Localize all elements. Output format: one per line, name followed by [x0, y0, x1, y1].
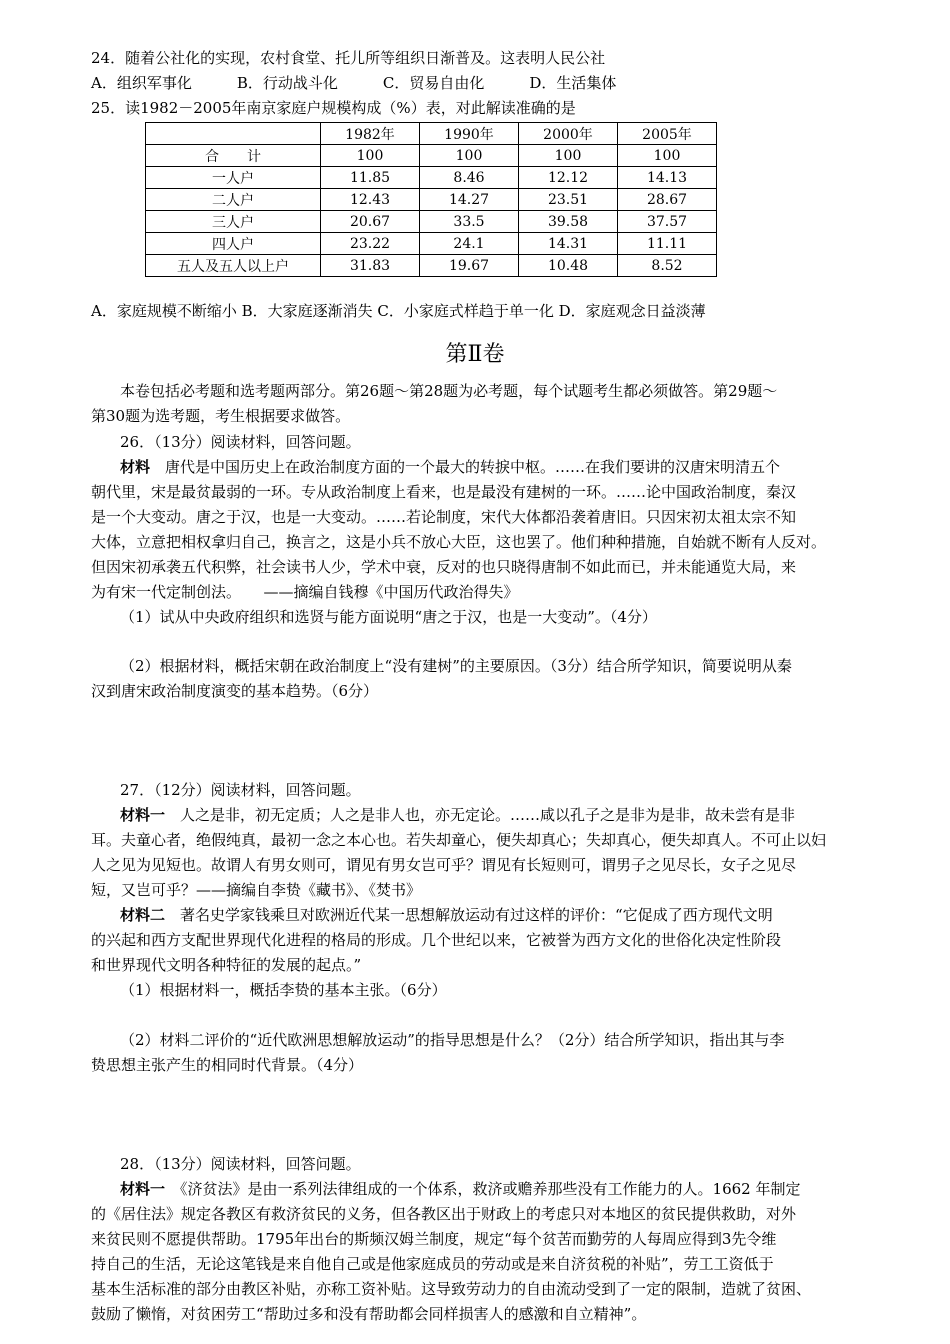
q24-options: A．组织军事化 B．行动战斗化 C．贸易自由化 D．生活集体 — [91, 74, 617, 92]
q27-subquestion-1: （1）根据材料一，概括李贽的基本主张。（6分） — [120, 981, 447, 999]
q27-material2-line — [120, 904, 773, 926]
table-cell: 二人户 — [146, 189, 321, 211]
table-cell: 合 计 — [146, 145, 321, 167]
table-cell: 14.13 — [618, 167, 717, 189]
material-text: 人之是非，初无定质；人之是非人也，亦无定论。……咸以孔子之是非为是非，故未尝有是非 — [165, 806, 796, 824]
q28-material1-line: 来贫民则不愿提供帮助。1795年出台的斯频汉姆兰制度，规定“每个贫苦而勤劳的人每周应得到3先令维 — [91, 1230, 777, 1248]
q25-stem: 25．读1982－2005年南京家庭户规模构成（%）表，对此解读准确的是 — [91, 99, 576, 117]
q24-stem: 24．随着公社化的实现，农村食堂、托儿所等组织日渐普及。这表明人民公社 — [91, 49, 606, 67]
table-cell: 28.67 — [618, 189, 717, 211]
q26-material-line: 但因宋初承袭五代积弊，社会读书人少，学术中衰，反对的也只晓得唐制不如此而已，并未能通览大局，来 — [91, 558, 797, 576]
table-row — [146, 167, 717, 189]
material-text: 《济贫法》是由一系列法律组成的一个体系，救济或赡养那些没有工作能力的人。1662 年制定 — [165, 1180, 801, 1198]
table-header-cell: 2005年 — [618, 123, 717, 145]
intro-line: 第30题为选考题，考生根据要求做答。 — [91, 407, 351, 425]
table-header-cell: 1990年 — [420, 123, 519, 145]
material-text: 著名史学家钱乘旦对欧洲近代某一思想解放运动有过这样的评价：“它促成了西方现代文明 — [165, 906, 773, 924]
q26-subquestion-1: （1）试从中央政府组织和选贤与能方面说明“唐之于汉，也是一大变动”。（4分） — [120, 608, 657, 626]
section-title: 第Ⅱ卷 — [445, 342, 505, 367]
table-cell: 8.52 — [618, 255, 717, 277]
q27-material1-line — [120, 804, 795, 826]
q27-material1-line: 人之见为见短也。故谓人有男女则可，谓见有男女岂可乎？谓见有长短则可，谓男子之见尽长，女子之见尽 — [91, 856, 797, 874]
material-label: 材料 — [120, 458, 151, 476]
q26-material-line — [120, 456, 780, 478]
q27-material1-line: 短，又岂可乎？——摘编自李贽《藏书》、《焚书》 — [91, 881, 422, 899]
table-cell: 四人户 — [146, 233, 321, 255]
q26-head: 26．（13分）阅读材料，回答问题。 — [120, 433, 361, 451]
table-cell: 10.48 — [519, 255, 618, 277]
table-cell: 11.85 — [321, 167, 420, 189]
material-label: 材料一 — [120, 806, 166, 824]
q27-subquestion-2: （2）材料二评价的“近代欧洲思想解放运动”的指导思想是什么？（2分）结合所学知识，指出其与李 — [120, 1031, 785, 1049]
table-cell: 20.67 — [321, 211, 420, 233]
q27-material1-line: 耳。夫童心者，绝假纯真，最初一念之本心也。若失却童心，便失却真心；失却真心，便失却真人。不可止以妇 — [91, 831, 827, 849]
table-cell: 100 — [519, 145, 618, 167]
q27-material2-line: 的兴起和西方支配世界现代化进程的格局的形成。几个世纪以来，它被誉为西方文化的世俗化决定性阶段 — [91, 931, 782, 949]
q26-material-line: 为有宋一代定制创法。 ——摘编自钱穆《中国历代政治得失》 — [91, 583, 519, 601]
material-label: 材料一 — [120, 1180, 166, 1198]
q27-material2-line: 和世界现代文明各种特征的发展的起点。” — [91, 956, 362, 974]
table-row — [146, 145, 717, 167]
table-cell: 14.27 — [420, 189, 519, 211]
q25-options: A．家庭规模不断缩小 B．大家庭逐渐消失 C．小家庭式样趋于单一化 D．家庭观念日益淡薄 — [91, 302, 706, 320]
q28-material1-line: 基本生活标准的部分由教区补贴，亦称工资补贴。这导致劳动力的自由流动受到了一定的限制，造就了贫困、 — [91, 1280, 812, 1298]
table-header-cell: 2000年 — [519, 123, 618, 145]
table-cell: 100 — [618, 145, 717, 167]
table-row — [146, 255, 717, 277]
q28-material1-line: 鼓励了懒惰，对贫困劳工“帮助过多和没有帮助都会同样损害人的感激和自立精神”。 — [91, 1305, 647, 1323]
table-cell: 12.43 — [321, 189, 420, 211]
table-cell: 一人户 — [146, 167, 321, 189]
table-cell: 39.58 — [519, 211, 618, 233]
table-header-cell — [146, 123, 321, 145]
table-cell: 37.57 — [618, 211, 717, 233]
table-row — [146, 233, 717, 255]
q28-head: 28．（13分）阅读材料，回答问题。 — [120, 1155, 361, 1173]
table-cell: 五人及五人以上户 — [146, 255, 321, 277]
q26-material-line: 朝代里，宋是最贫最弱的一环。专从政治制度上看来，也是最没有建树的一环。……论中国政治制度，秦汉 — [91, 483, 797, 501]
table-cell: 23.51 — [519, 189, 618, 211]
table-header-cell: 1982年 — [321, 123, 420, 145]
table-row — [146, 189, 717, 211]
q27-head: 27．（12分）阅读材料，回答问题。 — [120, 781, 361, 799]
table-cell: 100 — [321, 145, 420, 167]
table-cell: 33.5 — [420, 211, 519, 233]
table-cell: 14.31 — [519, 233, 618, 255]
table-cell: 12.12 — [519, 167, 618, 189]
q26-material-line: 是一个大变动。唐之于汉，也是一大变动。……若论制度，宋代大体都沿袭着唐旧。只因宋初太祖太宗不知 — [91, 508, 797, 526]
table-header-row — [146, 123, 717, 145]
table-cell: 19.67 — [420, 255, 519, 277]
intro-line: 本卷包括必考题和选考题两部分。第26题～第28题为必考题，每个试题考生都必须做答。第29题～ — [120, 382, 778, 400]
q26-subquestion-2: （2）根据材料，概括宋朝在政治制度上“没有建树”的主要原因。（3分）结合所学知识，简要说明从秦 — [120, 657, 792, 675]
table-cell: 24.1 — [420, 233, 519, 255]
table-row — [146, 211, 717, 233]
q26-material-line: 大体，立意把相权拿归自己，换言之，这是小兵不放心大臣，这也罢了。他们种种措施，自始就不断有人反对。 — [91, 533, 827, 551]
material-label: 材料二 — [120, 906, 166, 924]
table-cell: 11.11 — [618, 233, 717, 255]
household-size-table — [145, 122, 717, 277]
table-cell: 三人户 — [146, 211, 321, 233]
q27-subquestion-2: 贽思想主张产生的相同时代背景。（4分） — [91, 1056, 364, 1074]
material-text: 唐代是中国历史上在政治制度方面的一个最大的转捩中枢。……在我们要讲的汉唐宋明清五个 — [150, 458, 781, 476]
table-cell: 100 — [420, 145, 519, 167]
table-cell: 31.83 — [321, 255, 420, 277]
q28-material1-line — [120, 1178, 800, 1200]
table-cell: 8.46 — [420, 167, 519, 189]
q28-material1-line: 持自己的生活，无论这笔钱是来自他自己或是他家庭成员的劳动或是来自济贫税的补贴”，劳工工资低于 — [91, 1255, 774, 1273]
table-cell: 23.22 — [321, 233, 420, 255]
q26-subquestion-2: 汉到唐宋政治制度演变的基本趋势。（6分） — [91, 682, 379, 700]
q28-material1-line: 的《居住法》规定各教区有救济贫民的义务，但各教区出于财政上的考虑只对本地区的贫民提供救助，对外 — [91, 1205, 797, 1223]
